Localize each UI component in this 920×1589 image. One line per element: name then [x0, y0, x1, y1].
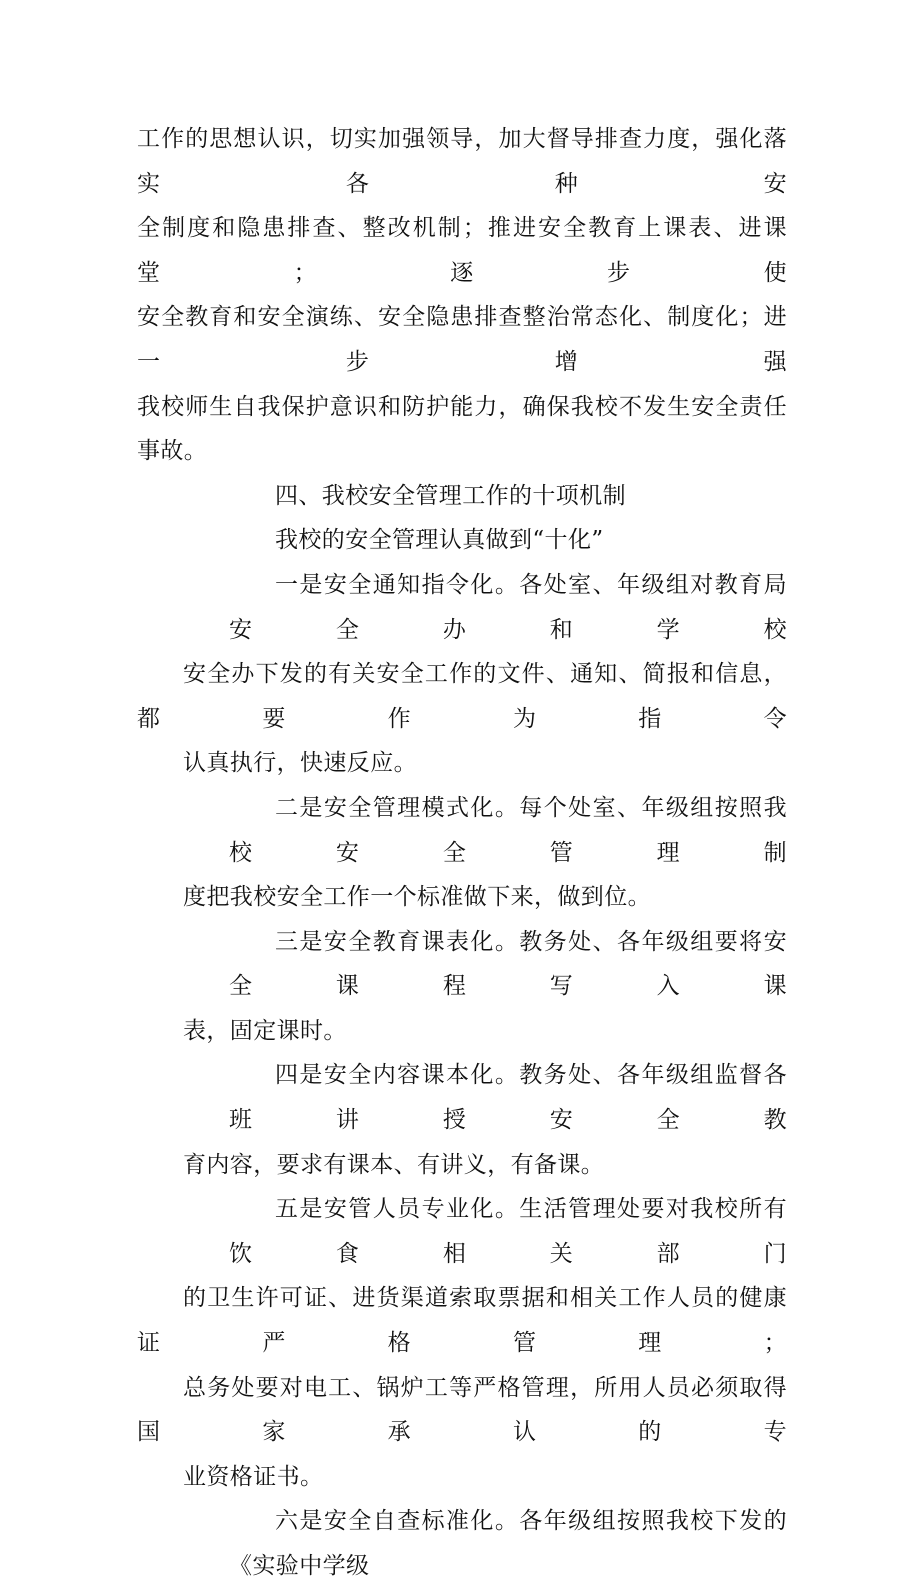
text-line: 安全教育和安全演练、安全隐患排查整治常态化、制度化；进一步增强 [137, 304, 787, 375]
paragraph [137, 1187, 787, 1499]
text-line: 一是安全通知指令化。各处室、年级组对教育局安全办和学校 [229, 571, 787, 643]
paragraph [137, 786, 787, 920]
paragraph [137, 1499, 787, 1588]
text-line: 我校的安全管理认真做到“十化” [275, 527, 604, 554]
text-line: 的卫生许可证、进货渠道索取票据和相关工作人员的健康证严格管理； [137, 1285, 787, 1357]
text-line: 三是安全教育课表化。教务处、各年级组要将安全课程写入课 [229, 928, 787, 1000]
text-line: 总务处要对电工、锅炉工等严格管理，所用人员必须取得国家承认的专 [137, 1374, 787, 1446]
paragraph [137, 518, 787, 563]
paragraph [137, 920, 787, 1054]
text-line: 度把我校安全工作一个标准做下来，做到位。 [183, 884, 651, 911]
text-line: 五是安管人员专业化。生活管理处要对我校所有饮食相关部门 [229, 1196, 787, 1267]
text-line: 我校师生自我保护意识和防护能力，确保我校不发生安全责任事故。 [137, 393, 787, 465]
text-line: 四、我校安全管理工作的十项机制 [275, 482, 626, 509]
text-line: 育内容，要求有课本、有讲义，有备课。 [183, 1151, 605, 1178]
paragraph [137, 474, 787, 519]
paragraph [137, 1053, 787, 1187]
text-line: 认真执行，快速反应。 [183, 750, 417, 777]
text-line: 安全办下发的有关安全工作的文件、通知、简报和信息，都要作为指令 [137, 661, 787, 732]
text-line: 表，固定课时。 [183, 1017, 347, 1044]
document-body [137, 117, 787, 1589]
text-line: 四是安全内容课本化。教务处、各年级组监督各班讲授安全教 [229, 1062, 787, 1134]
text-line: 六是安全自查标准化。各年级组按照我校下发的《实验中学级 [229, 1508, 787, 1579]
paragraph [137, 117, 787, 474]
text-line: 二是安全管理模式化。每个处室、年级组按照我校安全管理制 [229, 794, 787, 866]
text-line: 全制度和隐患排查、整改机制；推进安全教育上课表、进课堂；逐步使 [137, 215, 787, 286]
text-line: 业资格证书。 [183, 1463, 324, 1490]
text-line: 工作的思想认识，切实加强领导，加大督导排查力度，强化落实各种安 [137, 126, 787, 197]
paragraph [137, 563, 787, 786]
